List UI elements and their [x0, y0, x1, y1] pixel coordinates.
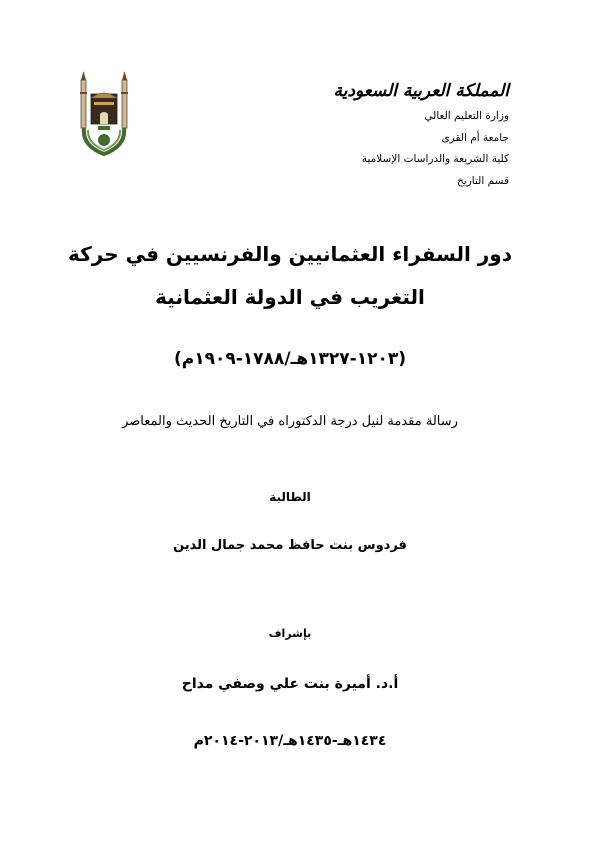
student-name: فردوس بنت حافظ محمد جمال الدين: [173, 538, 407, 553]
thesis-title-line-2: التغريب في الدولة العثمانية: [155, 285, 425, 309]
supervisor-name: أ.د. أميرة بنت علي وصفي مداح: [181, 676, 399, 692]
academic-year: ١٤٣٤هـ-١٤٣٥هـ/٢٠١٣-٢٠١٤م: [193, 733, 387, 749]
supervision-label: بإشراف: [268, 627, 312, 640]
university-name: جامعة أم القرى: [441, 131, 509, 144]
college-name: كلية الشريعة والدراسات الإسلامية: [361, 153, 509, 165]
thesis-title-dates: (١٢٠٣-١٣٢٧هـ/١٧٨٨-١٩٠٩م): [173, 349, 406, 369]
thesis-title-line-1: دور السفراء العثمانيين والفرنسيين في حركة: [68, 242, 512, 266]
institution-header: [279, 76, 509, 192]
thesis-statement: رسالة مقدمة لنيل درجة الدكتوراه في التاريخ الحديث والمعاصر: [122, 414, 458, 429]
university-crest-icon: [78, 70, 130, 158]
student-label: الطالبة: [269, 490, 311, 504]
department-name: قسم التاريخ: [457, 174, 509, 187]
kingdom-name: المملكة العربية السعودية: [333, 81, 509, 101]
ministry-name: وزارة التعليم العالي: [424, 110, 509, 122]
